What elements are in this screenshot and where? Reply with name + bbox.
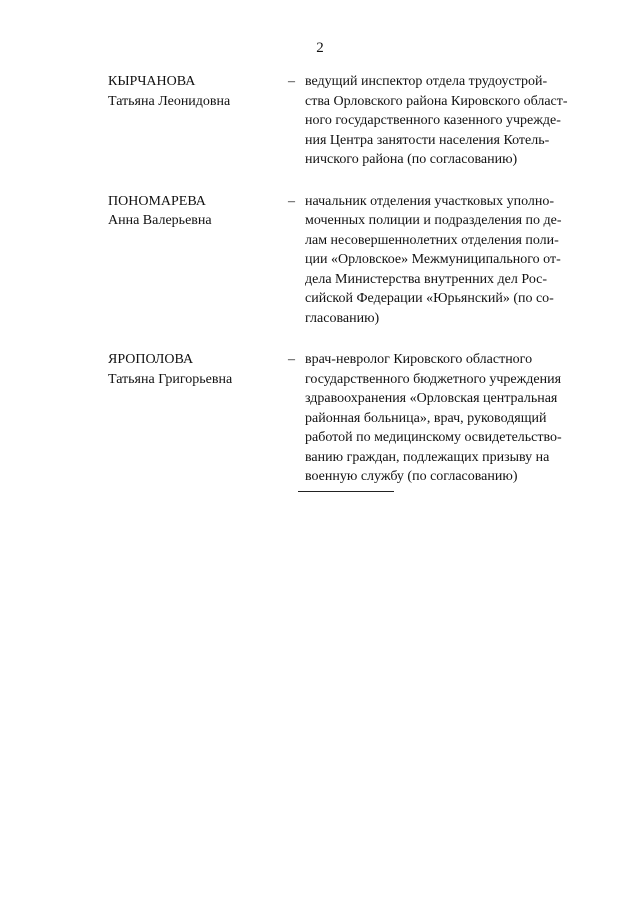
- member-surname: ПОНОМАРЕВА: [108, 193, 206, 209]
- member-given-names: Татьяна Леонидовна: [108, 93, 231, 109]
- position-line: дела Министерства внутренних дел Рос-: [305, 271, 548, 287]
- member-surname: КЫРЧАНОВА: [108, 74, 196, 89]
- position-line: районная больница», врач, руководящий: [305, 410, 547, 426]
- position-line: государственного бюджетного учреждения: [305, 371, 562, 387]
- position-line: ции «Орловское» Межмуниципального от-: [305, 252, 561, 267]
- member-name: [108, 72, 278, 111]
- page-number: 2: [316, 40, 324, 56]
- member-surname: ЯРОПОЛОВА: [108, 352, 194, 367]
- position-line: ванию граждан, подлежащих призыву на: [305, 449, 550, 465]
- position-line: ного государственного казенного учрежде-: [305, 113, 561, 128]
- position-line: ния Центра занятости населения Котель-: [305, 132, 550, 148]
- position-line: ничского района (по согласованию): [305, 152, 518, 167]
- position-line: здравоохранения «Орловская центральная: [305, 391, 558, 406]
- member-given-names: Анна Валерьевна: [108, 213, 212, 228]
- member-position: [305, 72, 592, 170]
- position-line: военную службу (по согласованию): [305, 469, 518, 484]
- position-line: гласованию): [305, 310, 380, 326]
- member-list: [108, 72, 592, 509]
- member-entry-ponomareva: [108, 192, 592, 329]
- member-position: [305, 350, 592, 487]
- position-line: ства Орловского района Кировского област-: [305, 93, 568, 109]
- member-name: [108, 192, 278, 231]
- position-line: работой по медицинскому освидетельство-: [305, 430, 562, 445]
- position-line: врач-невролог Кировского областного: [305, 352, 533, 367]
- member-dash: –: [288, 74, 295, 89]
- end-divider: [298, 491, 394, 492]
- member-position: [305, 192, 592, 329]
- position-line: сийской Федерации «Юрьянский» (по со-: [305, 291, 554, 306]
- member-dash: –: [288, 352, 295, 367]
- member-entry-yaropolova: [108, 350, 592, 487]
- position-line: начальник отделения участковых уполно-: [305, 193, 555, 209]
- position-line: моченных полиции и подразделения по де-: [305, 213, 562, 228]
- member-given-names: Татьяна Григорьевна: [108, 371, 233, 387]
- position-line: ведущий инспектор отдела трудоустрой-: [305, 74, 548, 89]
- member-dash: –: [288, 193, 295, 209]
- member-name: [108, 350, 278, 389]
- member-entry-kyrchanova: [108, 72, 592, 170]
- position-line: лам несовершеннолетних отделения поли-: [305, 232, 559, 248]
